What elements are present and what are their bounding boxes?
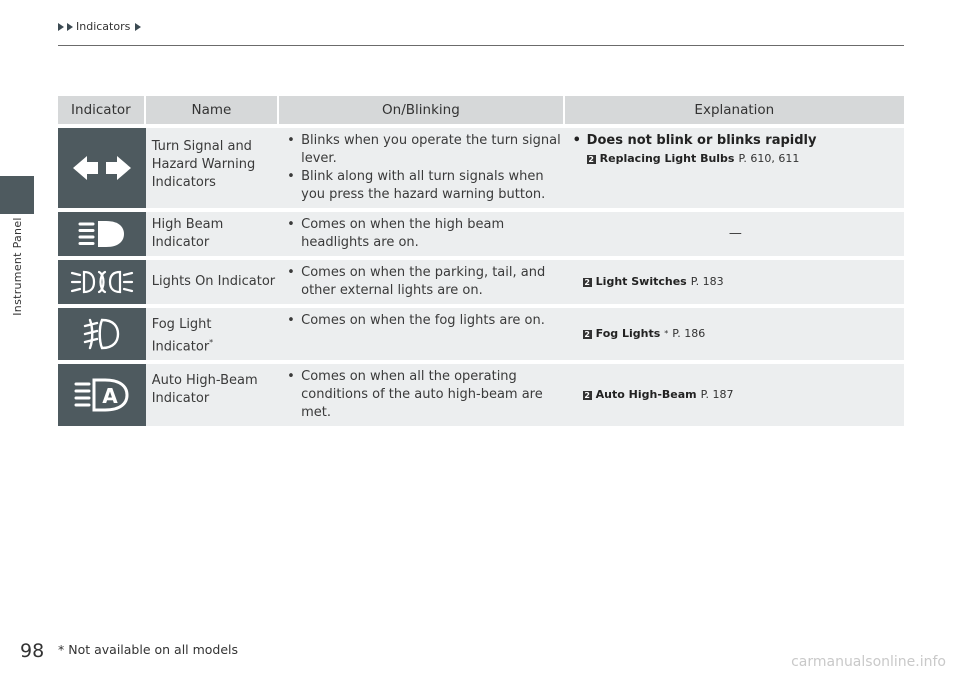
on-blinking-text bbox=[279, 128, 565, 208]
on-blinking-text bbox=[279, 364, 565, 426]
reference-title: Light Switches bbox=[595, 275, 687, 288]
table-row bbox=[58, 212, 904, 256]
page-reference[interactable] bbox=[571, 273, 900, 291]
table-row bbox=[58, 364, 904, 426]
reference-arrow-icon: 2 bbox=[584, 329, 590, 339]
explanation-text bbox=[565, 308, 904, 360]
on-blinking-text bbox=[279, 212, 565, 256]
indicator-name: Turn Signal and Hazard Warning Indicators bbox=[146, 128, 279, 208]
reference-page: P. 610, 611 bbox=[738, 152, 800, 165]
reference-arrow-icon: 2 bbox=[584, 277, 590, 287]
list-item: • Comes on when the high beam headlights are on. bbox=[285, 216, 561, 252]
header-indicator: Indicator bbox=[58, 96, 146, 124]
page-reference[interactable] bbox=[571, 325, 900, 343]
section-tab-marker bbox=[0, 176, 34, 214]
indicator-table bbox=[58, 92, 904, 430]
reference-page: P. 187 bbox=[700, 388, 734, 402]
page-number: 98 bbox=[20, 640, 45, 662]
section-label-text: Instrument Panel bbox=[10, 216, 24, 316]
lights-on-icon bbox=[58, 260, 146, 304]
watermark: carmanualsonline.info bbox=[791, 654, 946, 670]
list-item: • Blinks when you operate the turn signal lever. bbox=[285, 132, 561, 168]
explanation-text bbox=[565, 260, 904, 304]
table-row bbox=[58, 128, 904, 208]
explanation-dash: — bbox=[565, 212, 904, 256]
header-name: Name bbox=[146, 96, 279, 124]
indicator-name bbox=[146, 308, 279, 360]
indicator-name: High Beam Indicator bbox=[146, 212, 279, 256]
explanation-text bbox=[565, 128, 904, 208]
reference-title: Fog Lights bbox=[595, 327, 661, 341]
on-blinking-text bbox=[279, 308, 565, 360]
reference-arrow-icon: 2 bbox=[584, 390, 590, 400]
table-row bbox=[58, 260, 904, 304]
indicator-name-text: Fog Light Indicator bbox=[151, 317, 212, 355]
fog-light-icon bbox=[58, 308, 146, 360]
header-explanation: Explanation bbox=[565, 96, 904, 124]
breadcrumb bbox=[58, 20, 142, 33]
svg-text:A: A bbox=[102, 384, 118, 409]
breadcrumb-arrow-icon bbox=[67, 23, 73, 31]
list-item: • Comes on when the fog lights are on. bbox=[285, 312, 561, 330]
header-on-blinking: On/Blinking bbox=[279, 96, 565, 124]
reference-page: P. 186 bbox=[672, 327, 706, 341]
breadcrumb-arrow-icon bbox=[135, 23, 141, 31]
auto-high-beam-icon bbox=[58, 364, 146, 426]
availability-mark: * bbox=[209, 338, 214, 347]
reference-title: Replacing Light Bulbs bbox=[599, 152, 735, 165]
footnote: * Not available on all models bbox=[58, 642, 239, 657]
indicator-name: Lights On Indicator bbox=[146, 260, 279, 304]
list-item: • Comes on when the parking, tail, and other external lights are on. bbox=[285, 264, 561, 300]
table-row bbox=[58, 308, 904, 360]
table-header-row bbox=[58, 96, 904, 124]
reference-page: P. 183 bbox=[690, 275, 724, 288]
breadcrumb-arrow-icon bbox=[58, 23, 64, 31]
page-reference[interactable] bbox=[571, 150, 900, 168]
turn-signal-arrows-icon bbox=[58, 128, 146, 208]
page-reference[interactable] bbox=[571, 386, 900, 404]
list-item: • Comes on when all the operating conditions of the auto high-beam are met. bbox=[285, 368, 561, 422]
on-blinking-text bbox=[279, 260, 565, 304]
reference-title: Auto High-Beam bbox=[595, 388, 697, 402]
explanation-text bbox=[565, 364, 904, 426]
list-item: • Blink along with all turn signals when you press the hazard warning button. bbox=[285, 168, 561, 204]
header-divider bbox=[58, 45, 904, 46]
explanation-heading: • Does not blink or blinks rapidly bbox=[571, 132, 900, 150]
indicator-name: Auto High-Beam Indicator bbox=[146, 364, 279, 426]
high-beam-icon bbox=[58, 212, 146, 256]
section-tab-label bbox=[0, 216, 34, 316]
availability-mark: * bbox=[664, 329, 669, 339]
breadcrumb-label[interactable]: Indicators bbox=[76, 20, 131, 33]
reference-arrow-icon: 2 bbox=[588, 154, 594, 164]
